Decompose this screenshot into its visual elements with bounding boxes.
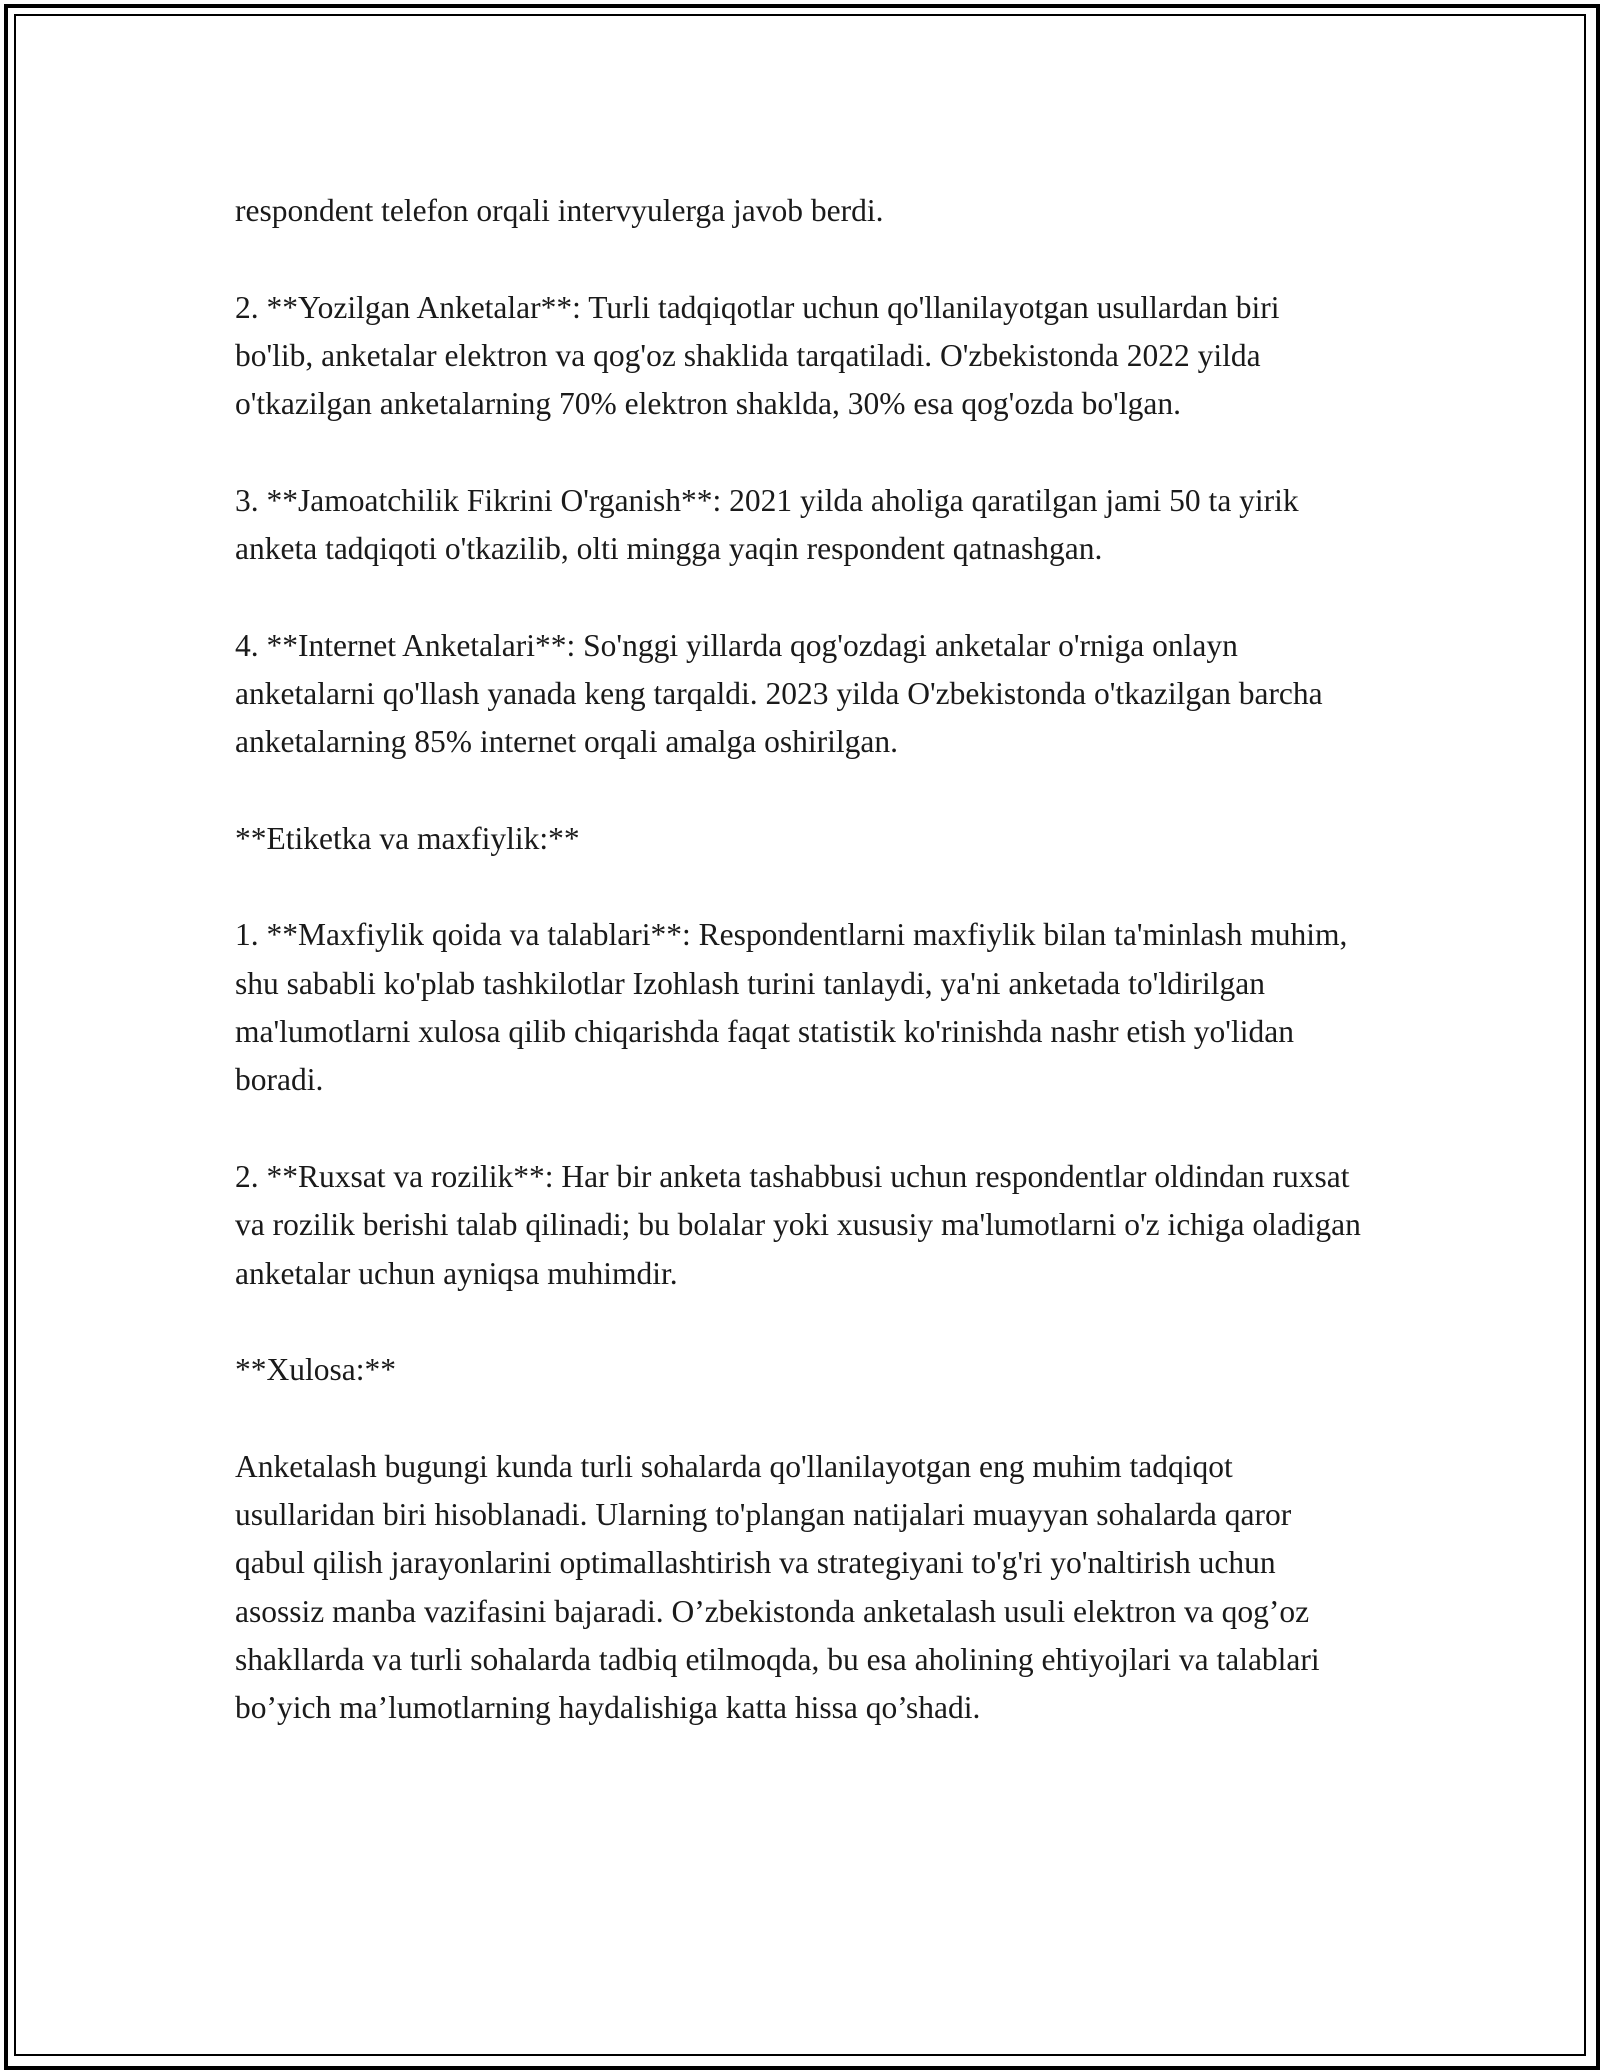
section-heading-etiquette: **Etiketka va maxfiylik:** [235,820,580,856]
paragraph-public-opinion: 3. **Jamoatchilik Fikrini O'rganish**: 2021 yilda aholiga qaratilgan jami 50 ta yirik anketa tadqiqoti o'tkazilib, olti mingga yaqin respondent qatnashgan. [235,482,1299,567]
paragraph-written-questionnaires: 2. **Yozilgan Anketalar**: Turli tadqiqotlar uchun qo'llanilayotgan usullardan biri bo'lib, anketalar elektron va qog'oz shaklida tarqatiladi. O'zbekistonda 2022 yilda o'tkazilgan anketalarning 70% elektron shaklda, 30% esa qog'ozda bo'lgan. [235,289,1280,422]
paragraph-conclusion: Anketalash bugungi kunda turli sohalarda qo'llanilayotgan eng muhim tadqiqot usullaridan biri hisoblanadi. Ularning to'plangan natijalari muayyan sohalarda qaror qabul qilish jarayonlarini optimallashtirish va strategiyani to'g'ri yo'naltirish uchun asossiz manba vazifasini bajaradi. O’zbekistonda anketalash usuli elektron va qog’oz shakllarda va turli sohalarda tadbiq etilmoqda, bu esa aholining ehtiyojlari va talablari bo’yich ma’lumotlarning haydalishiga katta hissa qo’shadi. [235,1448,1320,1726]
paragraph-privacy-rules: 1. **Maxfiylik qoida va talablari**: Respondentlarni maxfiylik bilan ta'minlash muhim, shu sababli ko'plab tashkilotlar Izohlash turini tanlaydi, ya'ni anketada to'ldirilgan ma'lumotlarni xulosa qilib chiqarishda faqat statistik ko'rinishda nashr etish yo'lidan boradi. [235,917,1348,1098]
paragraph-intro-continuation: respondent telefon orqali intervyulerga javob berdi. [235,193,884,228]
paragraph-consent: 2. **Ruxsat va rozilik**: Har bir anketa tashabbusi uchun respondentlar oldindan ruxsat va rozilik berishi talab qilinadi; bu bolalar yoki xususiy ma'lumotlarni o'z ichiga oladigan anketalar uchun ayniqsa muhimdir. [235,1158,1361,1291]
section-heading-conclusion: **Xulosa:** [235,1352,396,1388]
paragraph-internet-questionnaires: 4. **Internet Anketalari**: So'nggi yillarda qog'ozdagi anketalar o'rniga onlayn anketalarni qo'llash yanada keng tarqaldi. 2023 yilda O'zbekistonda o'tkazilgan barcha anketalarning 85% internet orqali amalga oshirilgan. [235,627,1323,760]
document-body [235,187,1365,1781]
